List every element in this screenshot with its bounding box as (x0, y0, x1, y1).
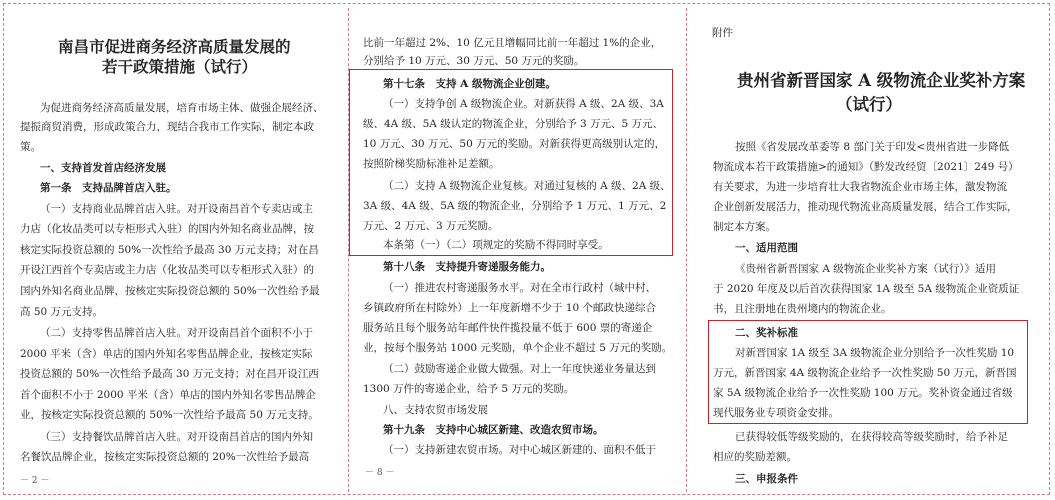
paragraph-line: 企业创新发展活力，推动现代物流业高质量发展，结合工作实际， (713, 201, 1018, 213)
paragraph-line: 力店（化妆品类可以专柜形式入驻）的国内外知名商业品牌，按 (20, 223, 314, 235)
paragraph-line: 10 万元、30 万元、50 万元的奖励。对新获得更高级别认定的， (363, 138, 666, 150)
document-page-right (687, 0, 1049, 500)
paragraph-line: （一）支持争创 A 级物流企业。对新获得 A 级、2A 级、3A (383, 98, 664, 110)
paragraph-line: （二）支持 A 级物流企业复核。对通过复核的 A 级、2A 级、 (383, 180, 671, 192)
paragraph-line: （二）鼓励寄递企业做大做强。对上一年度快递业务量达到 (383, 363, 656, 375)
article-heading: 第十七条 支持 A 级物流企业创建。 (383, 78, 556, 90)
section-heading: 三、申报条件 (735, 473, 798, 485)
paragraph-line: 业，按每个服务站 1000 元奖励，单个企业不超过 5 万元的奖励。 (363, 342, 673, 354)
highlight-box-award-standard (708, 320, 1028, 424)
paragraph-line: 服务站且每个服务站年邮件快件揽投量不低于 600 票的寄递企 (363, 322, 653, 334)
paragraph-line: 乡镇政府所在村除外）上一年度新增不少于 10 个邮政快递综合 (363, 302, 657, 314)
paragraph-line: 2000 平米（含）单店的国内外知名零售品牌企业，按核定实际 (20, 348, 313, 360)
paragraph-line: 分别给予 10 万元、30 万元、50 万元的奖励。 (363, 55, 585, 67)
paragraph-line: （二）支持零售品牌首店入驻。对开设南昌首个面积不小于 (40, 327, 313, 339)
page-title-line-1: 贵州省新晋国家 A 级物流企业奖补方案 (737, 71, 1026, 90)
paragraph-line: 高 50 万元支持。 (20, 306, 104, 318)
paragraph-line: 为促进商务经济高质量发展，培育市场主体、做强企展经济、 (40, 102, 324, 114)
paragraph-line: 投资总额的 50%一次性给予最高 30 万元支持；对在昌开设江西 (20, 368, 319, 380)
highlight-box-article-17 (349, 69, 673, 256)
article-heading: 第一条 支持品牌首店入驻。 (40, 182, 177, 194)
page-number: － 8 － (365, 468, 395, 478)
paragraph-line: 相应的奖励差额。 (713, 451, 797, 463)
paragraph-line: 名餐饮品牌企业，按核定实际投资总额的 20%一次性给予最高 (20, 451, 310, 463)
paragraph-line: 物流成本若干政策措施>的通知》（黔发改经贸〔2021〕249 号） (713, 161, 1019, 173)
paragraph-line: 已获得较低等级奖励的，在获得较高等级奖励时，给予补足 (735, 431, 1008, 443)
paragraph-line: 开设江西首个专卖店或主力店（化妆品类可以专柜形式入驻）的 (20, 264, 314, 276)
paragraph-line: 家 5A 级物流企业给予一次性奖励 100 万元。奖补资金通过省级 (713, 387, 1013, 399)
page-number: － 2 － (20, 476, 50, 486)
paragraph-line: 策。 (20, 141, 41, 153)
paragraph-line: 提振商贸消费，形成政策合力，现结合我市工作实际，制定本政 (20, 121, 314, 133)
page-title-line-2: （试行） (836, 95, 902, 114)
attachment-label: 附件 (712, 27, 733, 39)
paragraph-line: 按照《省发展改革委等 8 部门关于印发<贵州省进一步降低 (735, 141, 1010, 153)
paragraph-line: 国内外知名商业品牌，按核定实际投资总额的 50%一次性给予最 (20, 285, 320, 297)
paragraph-line: 按照阶梯奖励标准补足差额。 (363, 158, 500, 170)
section-heading: 八、支持农贸市场发展 (383, 404, 488, 416)
paragraph-line: 有关要求，为进一步培育壮大我省物流企业市场主体，激发物流 (713, 181, 1007, 193)
paragraph-line: （三）支持餐饮品牌首店入驻。对开设南昌首店的国内外知 (40, 431, 313, 443)
paragraph-line: 万元、2 万元、3 万元奖励。 (363, 220, 499, 232)
paragraph-line: 于 2020 年度及以后首次获得国家 1A 级至 5A 级物流企业资质证 (713, 283, 1020, 295)
paragraph-line: 3A 级、4A 级、5A 级的物流企业，分别给予 1 万元、1 万元、2 (363, 200, 667, 212)
paragraph-line: （一）支持新建农贸市场。对中心城区新建的、面积不低于 (383, 444, 656, 456)
paragraph-line: 1300 万件的寄递企业，给予 5 万元的奖励。 (363, 383, 575, 395)
paragraph-line: 首个面积不小于 2000 平米（含）单店的国内外知名零售品牌企 (20, 389, 316, 401)
article-heading: 第十九条 支持中心城区新建、改造农贸市场。 (383, 424, 604, 436)
paragraph-line: 本条第（一）（二）项规定的奖励不得同时享受。 (383, 239, 609, 251)
paragraph-line: 级、4A 级、5A 级认定的物流企业，分别给予 3 万元、5 万元、 (363, 118, 664, 130)
paragraph-line: 书，且注册地在贵州境内的物流企业。 (713, 303, 892, 315)
article-heading: 第十八条 支持提升寄递服务能力。 (383, 261, 551, 273)
document-page-left (8, 0, 348, 500)
section-heading: 一、支持首发首店经济发展 (40, 162, 166, 174)
paragraph-line: 现代服务业专项资金安排。 (713, 407, 839, 419)
paragraph-line: 万元，新晋国家 4A 级物流企业给予一次性奖励 50 万元，新晋国 (713, 367, 1017, 379)
paragraph-line: 《贵州省新晋国家 A 级物流企业奖补方案（试行）》适用 (735, 263, 997, 275)
paragraph-line: （一）支持商业品牌首店入驻。对开设南昌首个专卖店或主 (40, 203, 313, 215)
page-title-line-2: 若干政策措施（试行） (102, 57, 258, 76)
paragraph-line: 对新晋国家 1A 级至 3A 级物流企业分别给予一次性奖励 10 (735, 347, 1015, 359)
page-title-line-1: 南昌市促进商务经济高质量发展的 (58, 37, 291, 56)
paragraph-line: 比前一年超过 2%、10 亿元且增幅同比前一年超过 1%的企业， (363, 37, 662, 49)
paragraph-line: （一）推进农村寄递服务水平。对在全市行政村（城中村、 (383, 282, 656, 294)
paragraph-line: 制定本方案。 (713, 221, 776, 233)
section-heading: 一、适用范围 (735, 242, 798, 254)
paragraph-line: 业，按核定实际投资总额的 50%一次性给予最高 50 万元支持。 (20, 409, 319, 421)
section-heading: 二、奖补标准 (735, 327, 798, 339)
paragraph-line: 核定实际投资总额的 50%一次性给予最高 30 万元支持；对在昌 (20, 244, 319, 256)
